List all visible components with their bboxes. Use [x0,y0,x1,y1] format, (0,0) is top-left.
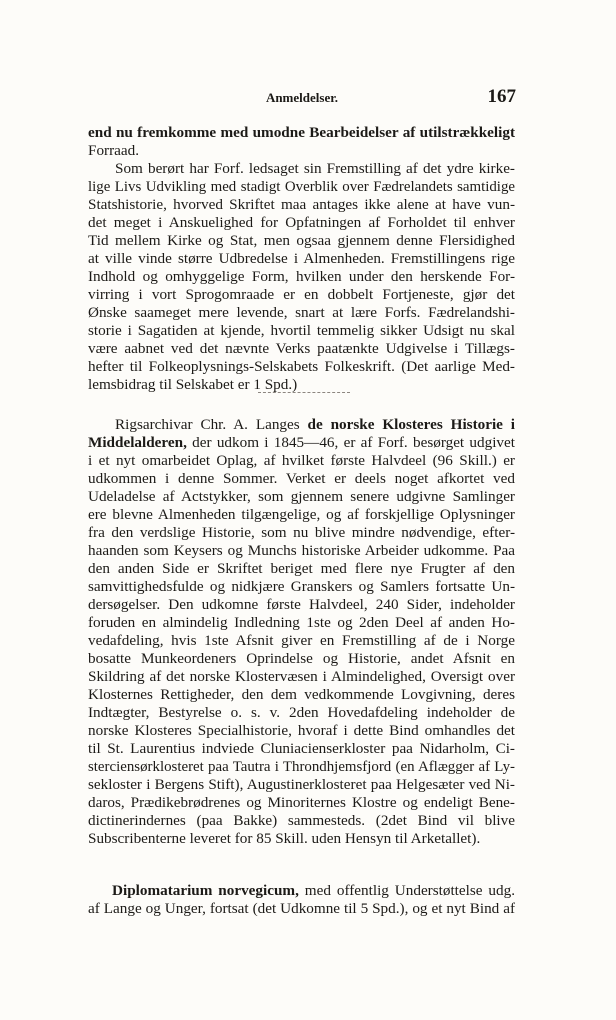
text-line: lemsbidrag til Selskabet er 1 Spd.) [88,376,298,393]
text-line: ere blevne Almenheden tilgængelige, og af forskjellige Oplysninger [88,506,515,523]
text-run: med offentlig Understøttelse udg. [298,882,515,899]
text-line: Udeladelse af Actstykker, som gjennem senere udgivne Samlinger [88,488,515,505]
text-line [112,882,515,900]
text-line: Forraad. [88,142,140,159]
text-line: Subscribenterne leveret for 85 Skill. uden Hensyn til Arketallet). [88,830,481,847]
text-line: sterciensørklosteret paa Tautra i Throndhjemsfjord (en Aflægger af Ly- [88,759,515,775]
book-title: de norske Klosteres Historie i [307,416,515,433]
text-line: dictinerindernes (paa Bakke) sammesteds. (2det Bind vil blive [88,812,515,829]
text-run: der udkom i 1845—46, er af Forf. besørget udgivet [186,434,515,451]
text-line: vedafdeling, hvis 1ste Afsnit giver en Fremstilling af de i Norge [88,632,515,649]
text-line: sekloster i Bergens Stift), Augustinerklosteret paa Helgesæter ved Ni- [88,776,515,793]
book-title: Middelalderen, [88,434,187,451]
text-line: udkommen i denne Sommer. Verket er deels noget afkortet ved [88,470,515,487]
page-number: 167 [487,86,516,107]
text-line: af Lange og Unger, fortsat (det Udkomne til 5 Spd.), og et nyt Bind af [88,900,515,917]
text-line: i et nyt omarbeidet Oplag, af hvilket første Halvdeel (96 Skill.) er [88,452,515,469]
text-line: hefter til Folkeoplysnings-Selskabets Folkeskrift. (Det aarlige Med- [88,358,515,375]
text-line: Statshistorie, hvorved Skriftet maa antages ikke alene at have vun- [88,196,515,213]
text-line: haanden som Keysers og Munchs historiske Arbeider udkomme. Paa [88,542,515,559]
text-line: daros, Prædikebrødrenes og Minoriternes Klostre og endeligt Bene- [88,794,515,811]
text-line: lige Livs Udvikling med stadigt Overblik over Fædrelandets samtidige [88,179,515,195]
text-line: Skildring af det norske Klostervæsen i Almindelighed, Oversigt over [88,668,515,685]
running-title: Anmeldelser. [265,90,339,105]
text-line: Indhold og omhyggelige Form, hvilken under den herskende For- [88,268,515,285]
text-line: end nu fremkomme med umodne Bearbeidelser af utilstrækkeligt [88,124,515,141]
text-line: dersøgelser. Den udkomne første Halvdeel, 240 Sider, indeholder [88,596,515,613]
text-line: Klosternes Rettigheder, den dem vedkommende Lovgivning, deres [88,686,515,703]
page-header [88,88,516,110]
text-line: være aabnet ved det nævnte Verks paatænkte Udgivelse i Tillægs- [88,340,515,357]
text-line: samvittighedsfulde og nidkjære Granskers og Samlers fortsatte Un- [88,578,515,595]
text-line: Ønske saameget mere levende, snart at lære Forfs. Fædrelandshi- [88,304,515,321]
section-divider [258,392,350,393]
text-line: bosatte Munkeordeners Oprindelse og Historie, andet Afsnit en [88,650,515,667]
text-line: storie i Sagatiden at kjende, hvortil temmelig sikker Udsigt nu skal [88,322,515,339]
text-line: det meget i Anskuelighed for Opfatningen af Forholdet til enhver [88,214,515,231]
text-line: til St. Laurentius indviede Cluniacienserkloster paa Nidarholm, Ci- [88,740,515,757]
text-line: Indtægter, Bestyrelse o. s. v. 2den Hovedafdeling indeholder de [88,704,515,721]
text-line: Tid mellem Kirke og Stat, men ogsaa gjennem denne Flersidighed [88,232,515,249]
text-run: Rigsarchivar Chr. A. Langes [115,416,308,433]
text-line: Som berørt har Forf. ledsaget sin Fremstilling af det ydre kirke- [115,160,515,177]
text-line: norske Klosteres Specialhistorie, hvoraf i dette Bind omhandles det [88,722,515,739]
text-line: den anden Side er Skriftet beriget med flere nye Frugter af den [88,560,515,577]
text-line [88,434,515,452]
text-line: at ville vinde større Udbredelse i Almenheden. Fremstillingens rige [88,250,515,267]
book-title: Diplomatarium norvegicum, [112,882,299,899]
text-line [115,416,515,434]
text-line: foruden en almindelig Indledning 1ste og 2den Deel af anden Ho- [88,614,515,631]
text-line: virring i vort Sprogomraade er en dobbelt Fortjeneste, gjør det [88,286,515,303]
text-line: fra den verdslige Historie, som nu blive mindre nødvendige, efter- [88,524,515,541]
